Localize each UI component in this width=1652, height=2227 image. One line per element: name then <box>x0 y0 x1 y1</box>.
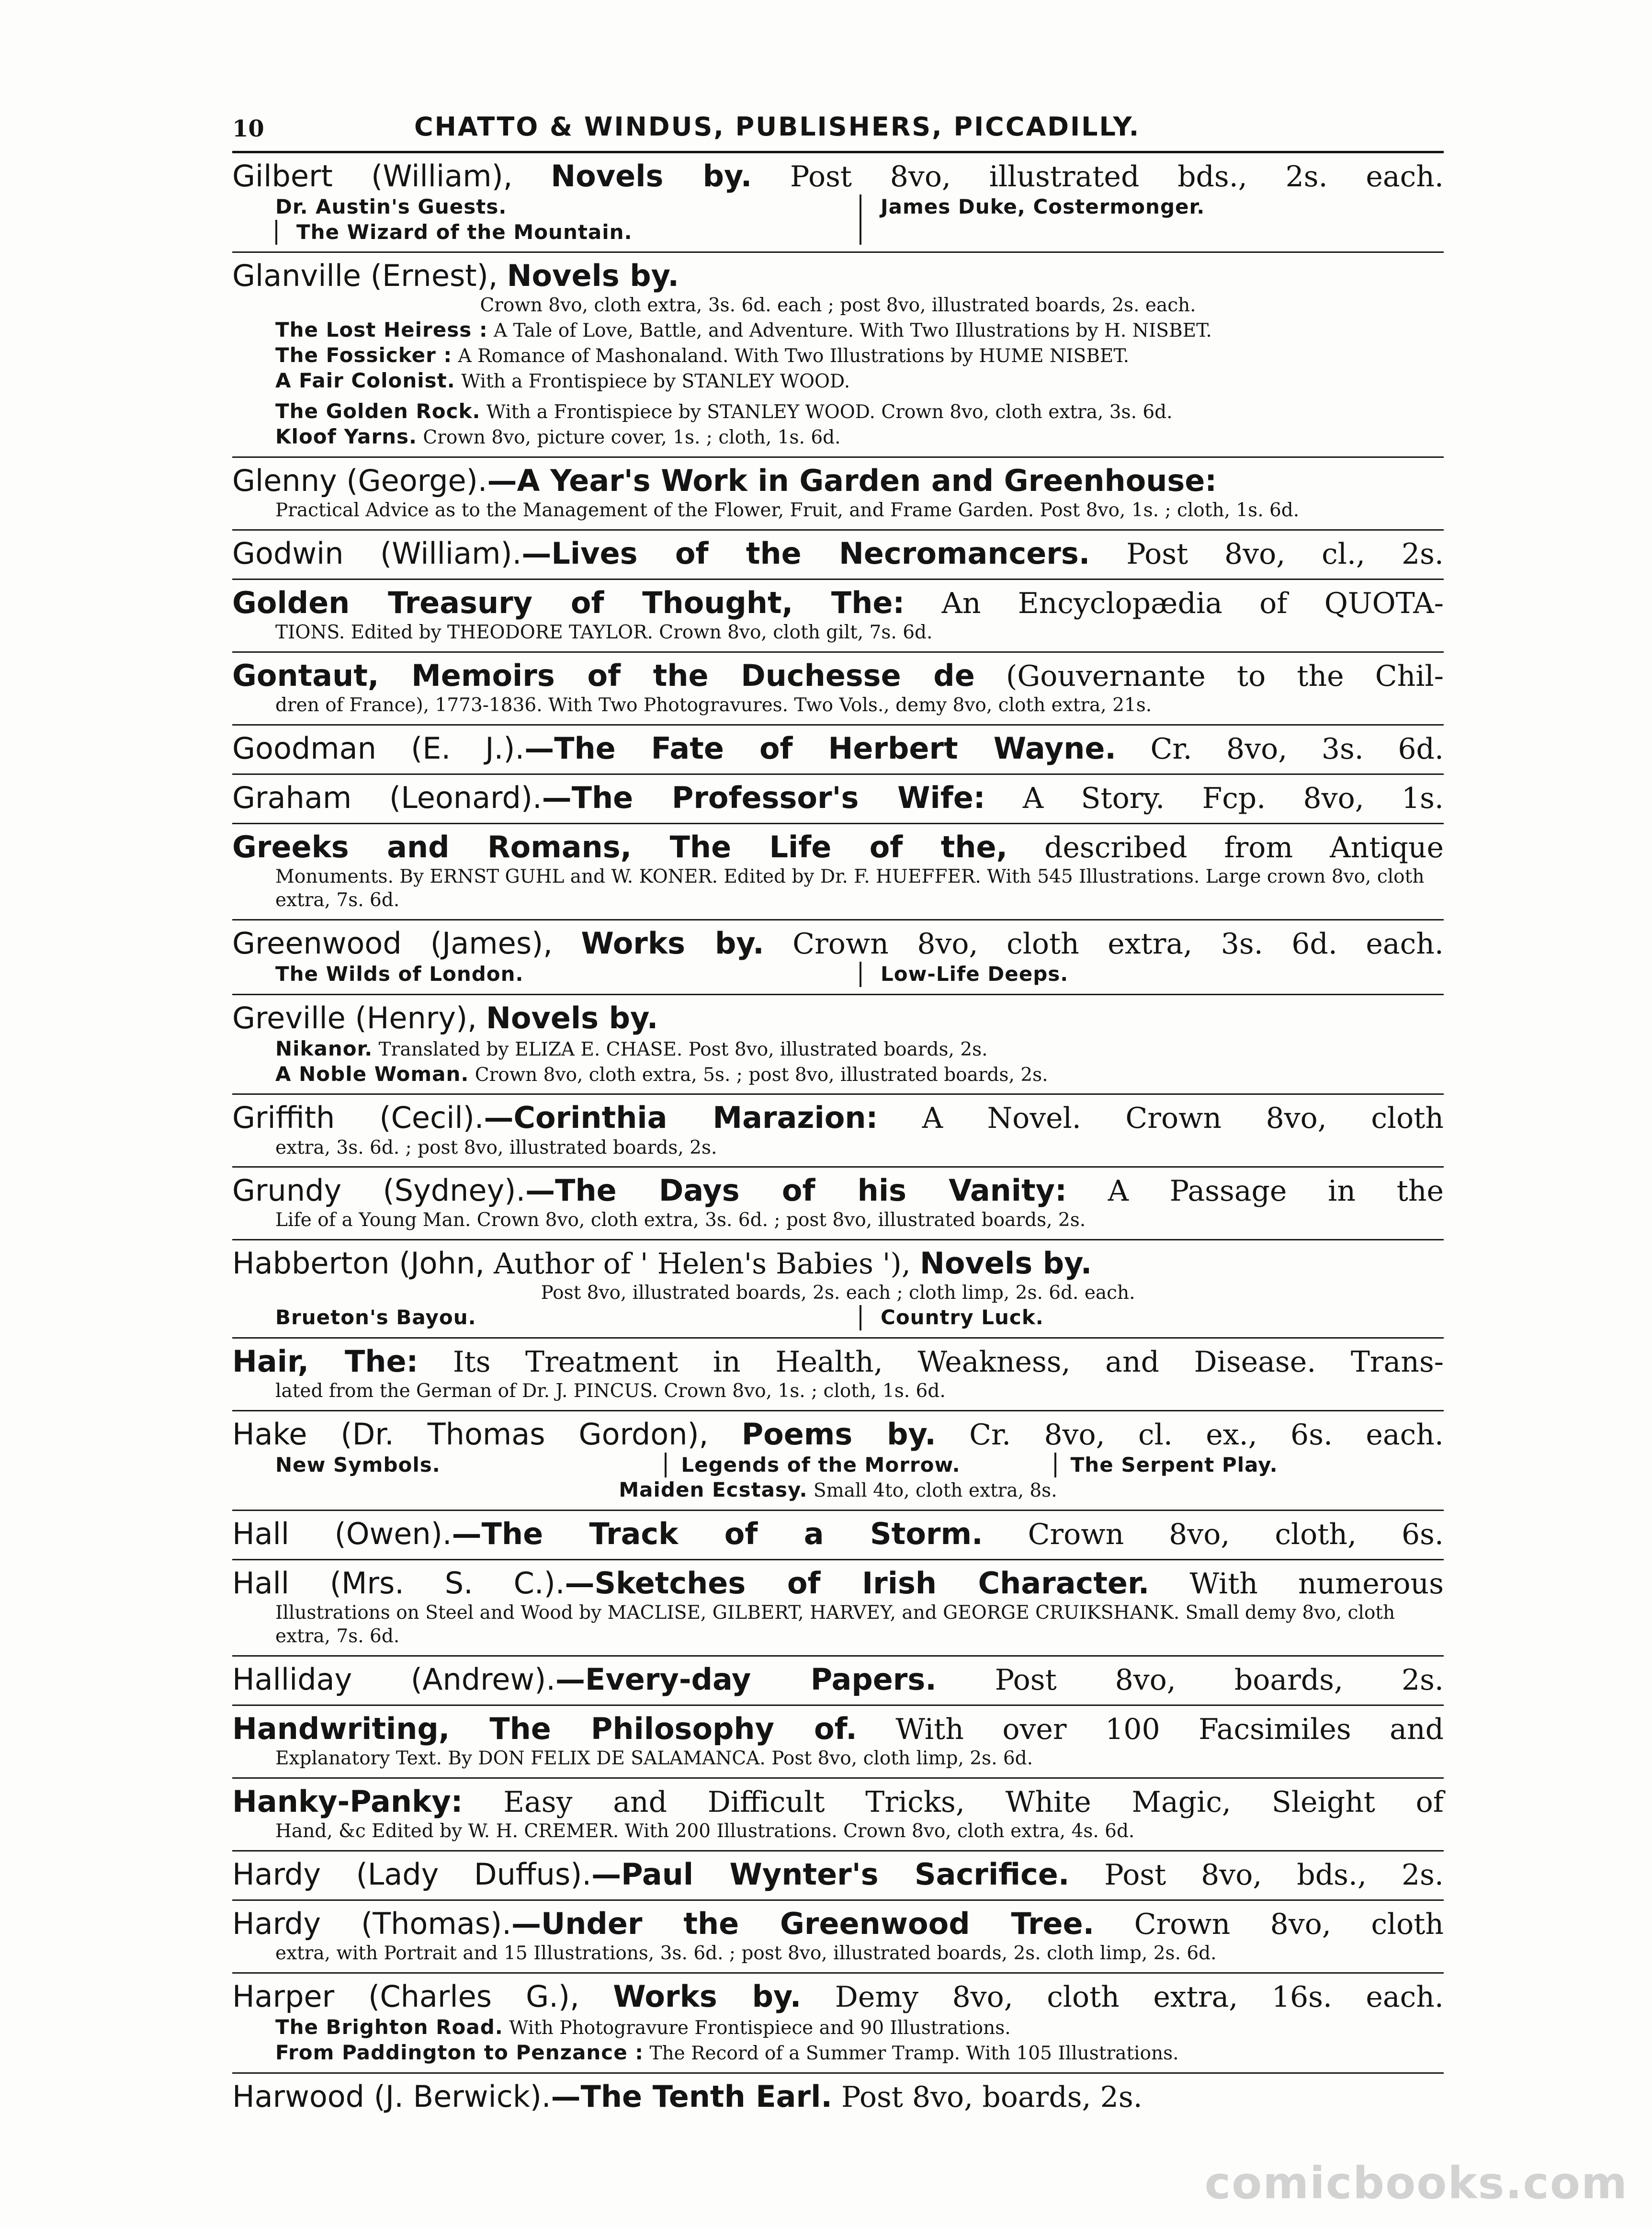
entry-title: —The Professor's Wife: <box>542 780 985 816</box>
entry-price: Post 8vo, boards, 2s. <box>995 1663 1444 1697</box>
entry-handwriting <box>232 1706 1444 1779</box>
entry-headline <box>232 1100 1444 1136</box>
book-title: Legends of the Morrow. <box>665 1453 1054 1478</box>
entry-title: Poems by. <box>741 1416 936 1452</box>
book-description: With a Frontispiece by STANLEY WOOD. Crown 8vo, cloth extra, 3s. 6d. <box>486 401 1173 423</box>
entry-price: Cr. 8vo, 3s. 6d. <box>1150 732 1444 766</box>
entry-glenny <box>232 458 1444 531</box>
entry-headline <box>232 1978 1444 2015</box>
book-title: Maiden Ecstasy. <box>619 1478 808 1502</box>
entry-author: Harper (Charles G.), <box>232 1979 579 2014</box>
book-sublist <box>232 393 1444 450</box>
entry-headline <box>232 585 1444 621</box>
book-description: Crown 8vo, picture cover, 1s. ; cloth, 1s. 6d. <box>423 427 841 449</box>
entry-author: Gontaut, Memoirs of the Duchesse de <box>232 658 975 693</box>
entry-detail: Monuments. By ERNST GUHL and W. KONER. Edited by Dr. F. HUEFFER. With 545 Illustrations. Large crown 8vo, cloth extra, 7s. 6d. <box>275 866 1425 911</box>
entry-title: —The Track of a Storm. <box>452 1516 983 1551</box>
book-list <box>232 194 1444 245</box>
entry-title: Novels by. <box>551 159 752 193</box>
entry-headline <box>232 1711 1444 1747</box>
book-description: With Photogravure Frontispiece and 90 Illustrations. <box>509 2017 1011 2039</box>
entry-author: Greenwood (James), <box>232 925 553 961</box>
entry-trailing: A Novel. Crown 8vo, cloth <box>922 1102 1444 1136</box>
book-item <box>232 399 1444 424</box>
entry-title: Works by. <box>613 1979 802 2014</box>
entry-author: Graham (Leonard). <box>232 780 542 816</box>
entry-price: Post 8vo, boards, 2s. <box>841 2080 1143 2114</box>
page-number: 10 <box>232 115 264 142</box>
book-item <box>232 368 1444 394</box>
entry-title: —The Tenth Earl. <box>551 2079 832 2114</box>
running-title: CHATTO & WINDUS, PUBLISHERS, PICCADILLY. <box>414 112 1141 142</box>
book-title: James Duke, Costermonger. <box>860 194 1444 245</box>
entry-hall-owen <box>232 1511 1444 1560</box>
entry-headline <box>232 463 1444 499</box>
entry-headline <box>232 1416 1444 1453</box>
entry-author: Hall (Mrs. S. C.). <box>232 1566 565 1601</box>
entry-author: Hake (Dr. Thomas Gordon), <box>232 1416 709 1452</box>
book-description: Small 4to, cloth extra, 8s. <box>813 1480 1057 1502</box>
entry-harwood <box>232 2074 1444 2122</box>
book-title: Brueton's Bayou. <box>275 1306 476 1329</box>
entry-author: Goodman (E. J.). <box>232 730 525 766</box>
entry-trailing: Its Treatment in Health, Weakness, and Disease. Trans- <box>453 1345 1444 1379</box>
book-item <box>232 1477 1444 1503</box>
entry-author: Gilbert (William), <box>232 159 513 193</box>
book-description: With a Frontispiece by STANLEY WOOD. <box>461 370 850 392</box>
entry-author: Handwriting, The Philosophy of. <box>232 1711 857 1747</box>
entry-title: —Sketches of Irish Character. <box>565 1566 1150 1601</box>
book-description: The Record of a Summer Tramp. With 105 Illustrations. <box>649 2043 1179 2064</box>
entry-publication-line: Crown 8vo, cloth extra, 3s. 6d. each ; post 8vo, illustrated boards, 2s. each. <box>480 295 1196 317</box>
entry-author: Griffith (Cecil). <box>232 1100 484 1136</box>
book-list-left <box>275 194 860 245</box>
entry-goodman <box>232 726 1444 775</box>
entry-griffith <box>232 1095 1444 1168</box>
entry-detail: Hand, &c Edited by W. H. CREMER. With 200 Illustrations. Crown 8vo, cloth extra, 4s. 6d. <box>275 1820 1135 1842</box>
entry-headline <box>232 658 1444 694</box>
book-title: The Wilds of London. <box>275 962 524 986</box>
entry-author: Hair, The: <box>232 1343 419 1379</box>
entry-headline <box>232 925 1444 962</box>
entry-headline <box>232 1245 1444 1282</box>
entry-price: Crown 8vo, cloth, 6s. <box>1028 1518 1444 1551</box>
entry-title: Works by. <box>581 925 764 961</box>
entry-author: Golden Treasury of Thought, The: <box>232 585 905 620</box>
running-header <box>232 108 1444 153</box>
book-title: Nikanor. <box>275 1036 373 1060</box>
entry-title: Novels by. <box>507 258 679 294</box>
entry-price: A Story. Fcp. 8vo, 1s. <box>1022 782 1444 816</box>
entry-author: Godwin (William). <box>232 535 522 571</box>
book-title: The Wizard of the Mountain. <box>275 220 860 245</box>
entry-author: Habberton (John, <box>232 1246 485 1281</box>
entry-headline <box>232 1661 1444 1698</box>
book-description: A Romance of Mashonaland. With Two Illustrations by HUME NISBET. <box>458 345 1130 367</box>
book-title: The Brighton Road. <box>275 2015 503 2039</box>
entry-middle: Author of ' Helen's Babies '), <box>494 1247 911 1281</box>
entry-headline <box>232 1343 1444 1380</box>
entry-detail: Life of a Young Man. Crown 8vo, cloth extra, 3s. 6d. ; post 8vo, illustrated boards, 2s. <box>275 1209 1086 1231</box>
book-description: A Tale of Love, Battle, and Adventure. With Two Illustrations by H. NISBET. <box>494 320 1212 342</box>
entry-title: —A Year's Work in Garden and Greenhouse: <box>487 463 1217 498</box>
book-title: A Fair Colonist. <box>275 368 455 392</box>
book-title: The Golden Rock. <box>275 399 481 423</box>
book-item <box>232 2015 1444 2040</box>
book-description: Crown 8vo, cloth extra, 5s. ; post 8vo, illustrated boards, 2s. <box>475 1064 1048 1086</box>
entry-trailing: Easy and Difficult Tricks, White Magic, Sleight of <box>503 1785 1444 1819</box>
book-item <box>232 1062 1444 1087</box>
book-list <box>232 1453 1444 1478</box>
entry-author: Halliday (Andrew). <box>232 1661 556 1697</box>
entry-title: Novels by. <box>920 1246 1092 1281</box>
entry-title: —Lives of the Necromancers. <box>521 535 1090 571</box>
entry-detail: Practical Advice as to the Management of the Flower, Fruit, and Frame Garden. Post 8vo, 1s. ; cloth, 1s. 6d. <box>275 500 1300 522</box>
watermark: comicbooks.com <box>1204 2158 1628 2209</box>
entry-hake <box>232 1411 1444 1511</box>
entry-price: Cr. 8vo, cl. ex., 6s. each. <box>969 1418 1444 1452</box>
entry-author: Harwood (J. Berwick). <box>232 2079 551 2114</box>
entry-title: —The Days of his Vanity: <box>525 1173 1067 1208</box>
entry-headline <box>232 1906 1444 1942</box>
book-list <box>232 1305 1444 1330</box>
entry-author: Greeks and Romans, The Life of the, <box>232 829 1008 865</box>
book-title: The Serpent Play. <box>1054 1453 1444 1478</box>
entry-headline <box>232 829 1444 865</box>
entry-greenwood <box>232 920 1444 995</box>
entry-headline <box>232 1516 1444 1552</box>
entry-price: Post 8vo, bds., 2s. <box>1104 1858 1444 1892</box>
entry-hardy-lady-duffus <box>232 1852 1444 1901</box>
entry-trailing: An Encyclopædia of QUOTA- <box>941 587 1444 620</box>
entry-trailing: With numerous <box>1189 1567 1444 1601</box>
entry-headline <box>232 1856 1444 1893</box>
entry-gontaut <box>232 653 1444 726</box>
book-item <box>232 318 1444 343</box>
entry-author: Grundy (Sydney). <box>232 1173 526 1208</box>
entry-detail: extra, with Portrait and 15 Illustrations, 3s. 6d. ; post 8vo, illustrated boards, 2s. cloth limp, 2s. 6d. <box>275 1943 1217 1965</box>
book-title: From Paddington to Penzance : <box>275 2041 644 2064</box>
entry-title: —Under the Greenwood Tree. <box>511 1906 1095 1942</box>
entry-trailing: Crown 8vo, cloth <box>1134 1908 1444 1942</box>
entry-price: Post 8vo, illustrated bds., 2s. each. <box>790 160 1444 193</box>
entry-headline <box>232 1565 1444 1602</box>
entry-author: Hanky-Panky: <box>232 1784 463 1819</box>
entry-detail: Explanatory Text. By DON FELIX DE SALAMANCA. Post 8vo, cloth limp, 2s. 6d. <box>275 1748 1033 1770</box>
entry-trailing: (Gouvernante to the Chil- <box>1006 659 1444 693</box>
entry-author: Hardy (Lady Duffus). <box>232 1856 592 1892</box>
entry-hanky-panky <box>232 1779 1444 1852</box>
entry-detail: TIONS. Edited by THEODORE TAYLOR. Crown 8vo, cloth gilt, 7s. 6d. <box>275 622 933 644</box>
entry-habberton <box>232 1240 1444 1338</box>
entry-headline <box>232 1172 1444 1209</box>
book-list <box>232 962 1444 987</box>
entry-trailing: With over 100 Facsimiles and <box>895 1713 1444 1747</box>
entry-title: —Every-day Papers. <box>555 1661 937 1697</box>
entry-graham <box>232 775 1444 824</box>
entry-detail: dren of France), 1773-1836. With Two Photogravures. Two Vols., demy 8vo, cloth extra, 21s. <box>275 694 1152 716</box>
entry-author: Glanville (Ernest), <box>232 258 498 294</box>
book-title: A Noble Woman. <box>275 1062 469 1086</box>
book-title: Kloof Yarns. <box>275 425 418 449</box>
book-item <box>232 1036 1444 1062</box>
entry-author: Glenny (George). <box>232 463 487 498</box>
entry-harper <box>232 1974 1444 2074</box>
book-title: Country Luck. <box>860 1305 1444 1330</box>
entry-hardy-thomas <box>232 1901 1444 1974</box>
entry-detail: Illustrations on Steel and Wood by MACLISE, GILBERT, HARVEY, and GEORGE CRUIKSHANK. Small demy 8vo, cloth extra, 7s. 6d. <box>275 1602 1395 1648</box>
book-title: Low-Life Deeps. <box>860 962 1444 987</box>
entry-greeks-and-romans <box>232 824 1444 920</box>
book-title: Dr. Austin's Guests. <box>275 195 507 219</box>
entry-hall-mrs <box>232 1560 1444 1657</box>
entry-headline <box>232 1784 1444 1820</box>
entry-price: Crown 8vo, cloth extra, 3s. 6d. each. <box>792 927 1444 961</box>
entry-headline <box>232 535 1444 572</box>
entry-detail: extra, 3s. 6d. ; post 8vo, illustrated boards, 2s. <box>275 1136 717 1159</box>
entry-title: Novels by. <box>486 1000 658 1035</box>
entry-price: Demy 8vo, cloth extra, 16s. each. <box>835 1980 1444 2014</box>
entry-glanville <box>232 253 1444 458</box>
book-title: The Lost Heiress : <box>275 318 488 342</box>
page-column <box>232 108 1444 2122</box>
entry-author: Greville (Henry), <box>232 1000 477 1035</box>
book-title: The Fossicker : <box>275 343 453 367</box>
entry-trailing: A Passage in the <box>1108 1174 1444 1208</box>
book-item <box>232 424 1444 450</box>
entry-price: Post 8vo, cl., 2s. <box>1126 537 1444 571</box>
entry-title: —Paul Wynter's Sacrifice. <box>591 1856 1070 1892</box>
entry-headline <box>232 258 1444 294</box>
book-title: New Symbols. <box>275 1453 441 1477</box>
entry-greville <box>232 995 1444 1095</box>
book-description: Translated by ELIZA E. CHASE. Post 8vo, illustrated boards, 2s. <box>378 1038 988 1060</box>
entry-author: Hall (Owen). <box>232 1516 452 1551</box>
entry-headline <box>232 730 1444 767</box>
entry-publication-line: Post 8vo, illustrated boards, 2s. each ; cloth limp, 2s. 6d. each. <box>541 1282 1135 1304</box>
entry-trailing: described from Antique <box>1044 831 1444 865</box>
entry-godwin <box>232 531 1444 580</box>
entry-headline <box>232 1000 1444 1036</box>
entry-golden-treasury <box>232 580 1444 653</box>
entry-headline <box>232 780 1444 816</box>
entry-grundy <box>232 1168 1444 1240</box>
entry-gilbert <box>232 153 1444 253</box>
book-item <box>232 2040 1444 2066</box>
entry-halliday <box>232 1657 1444 1706</box>
entry-headline <box>232 2079 1444 2115</box>
entry-hair <box>232 1339 1444 1411</box>
entry-author: Hardy (Thomas). <box>232 1906 511 1942</box>
entry-detail: lated from the German of Dr. J. PINCUS. Crown 8vo, 1s. ; cloth, 1s. 6d. <box>275 1380 946 1402</box>
entry-title: —Corinthia Marazion: <box>484 1100 878 1136</box>
entry-headline <box>232 158 1444 194</box>
book-item <box>232 343 1444 368</box>
entry-title: —The Fate of Herbert Wayne. <box>524 730 1116 766</box>
